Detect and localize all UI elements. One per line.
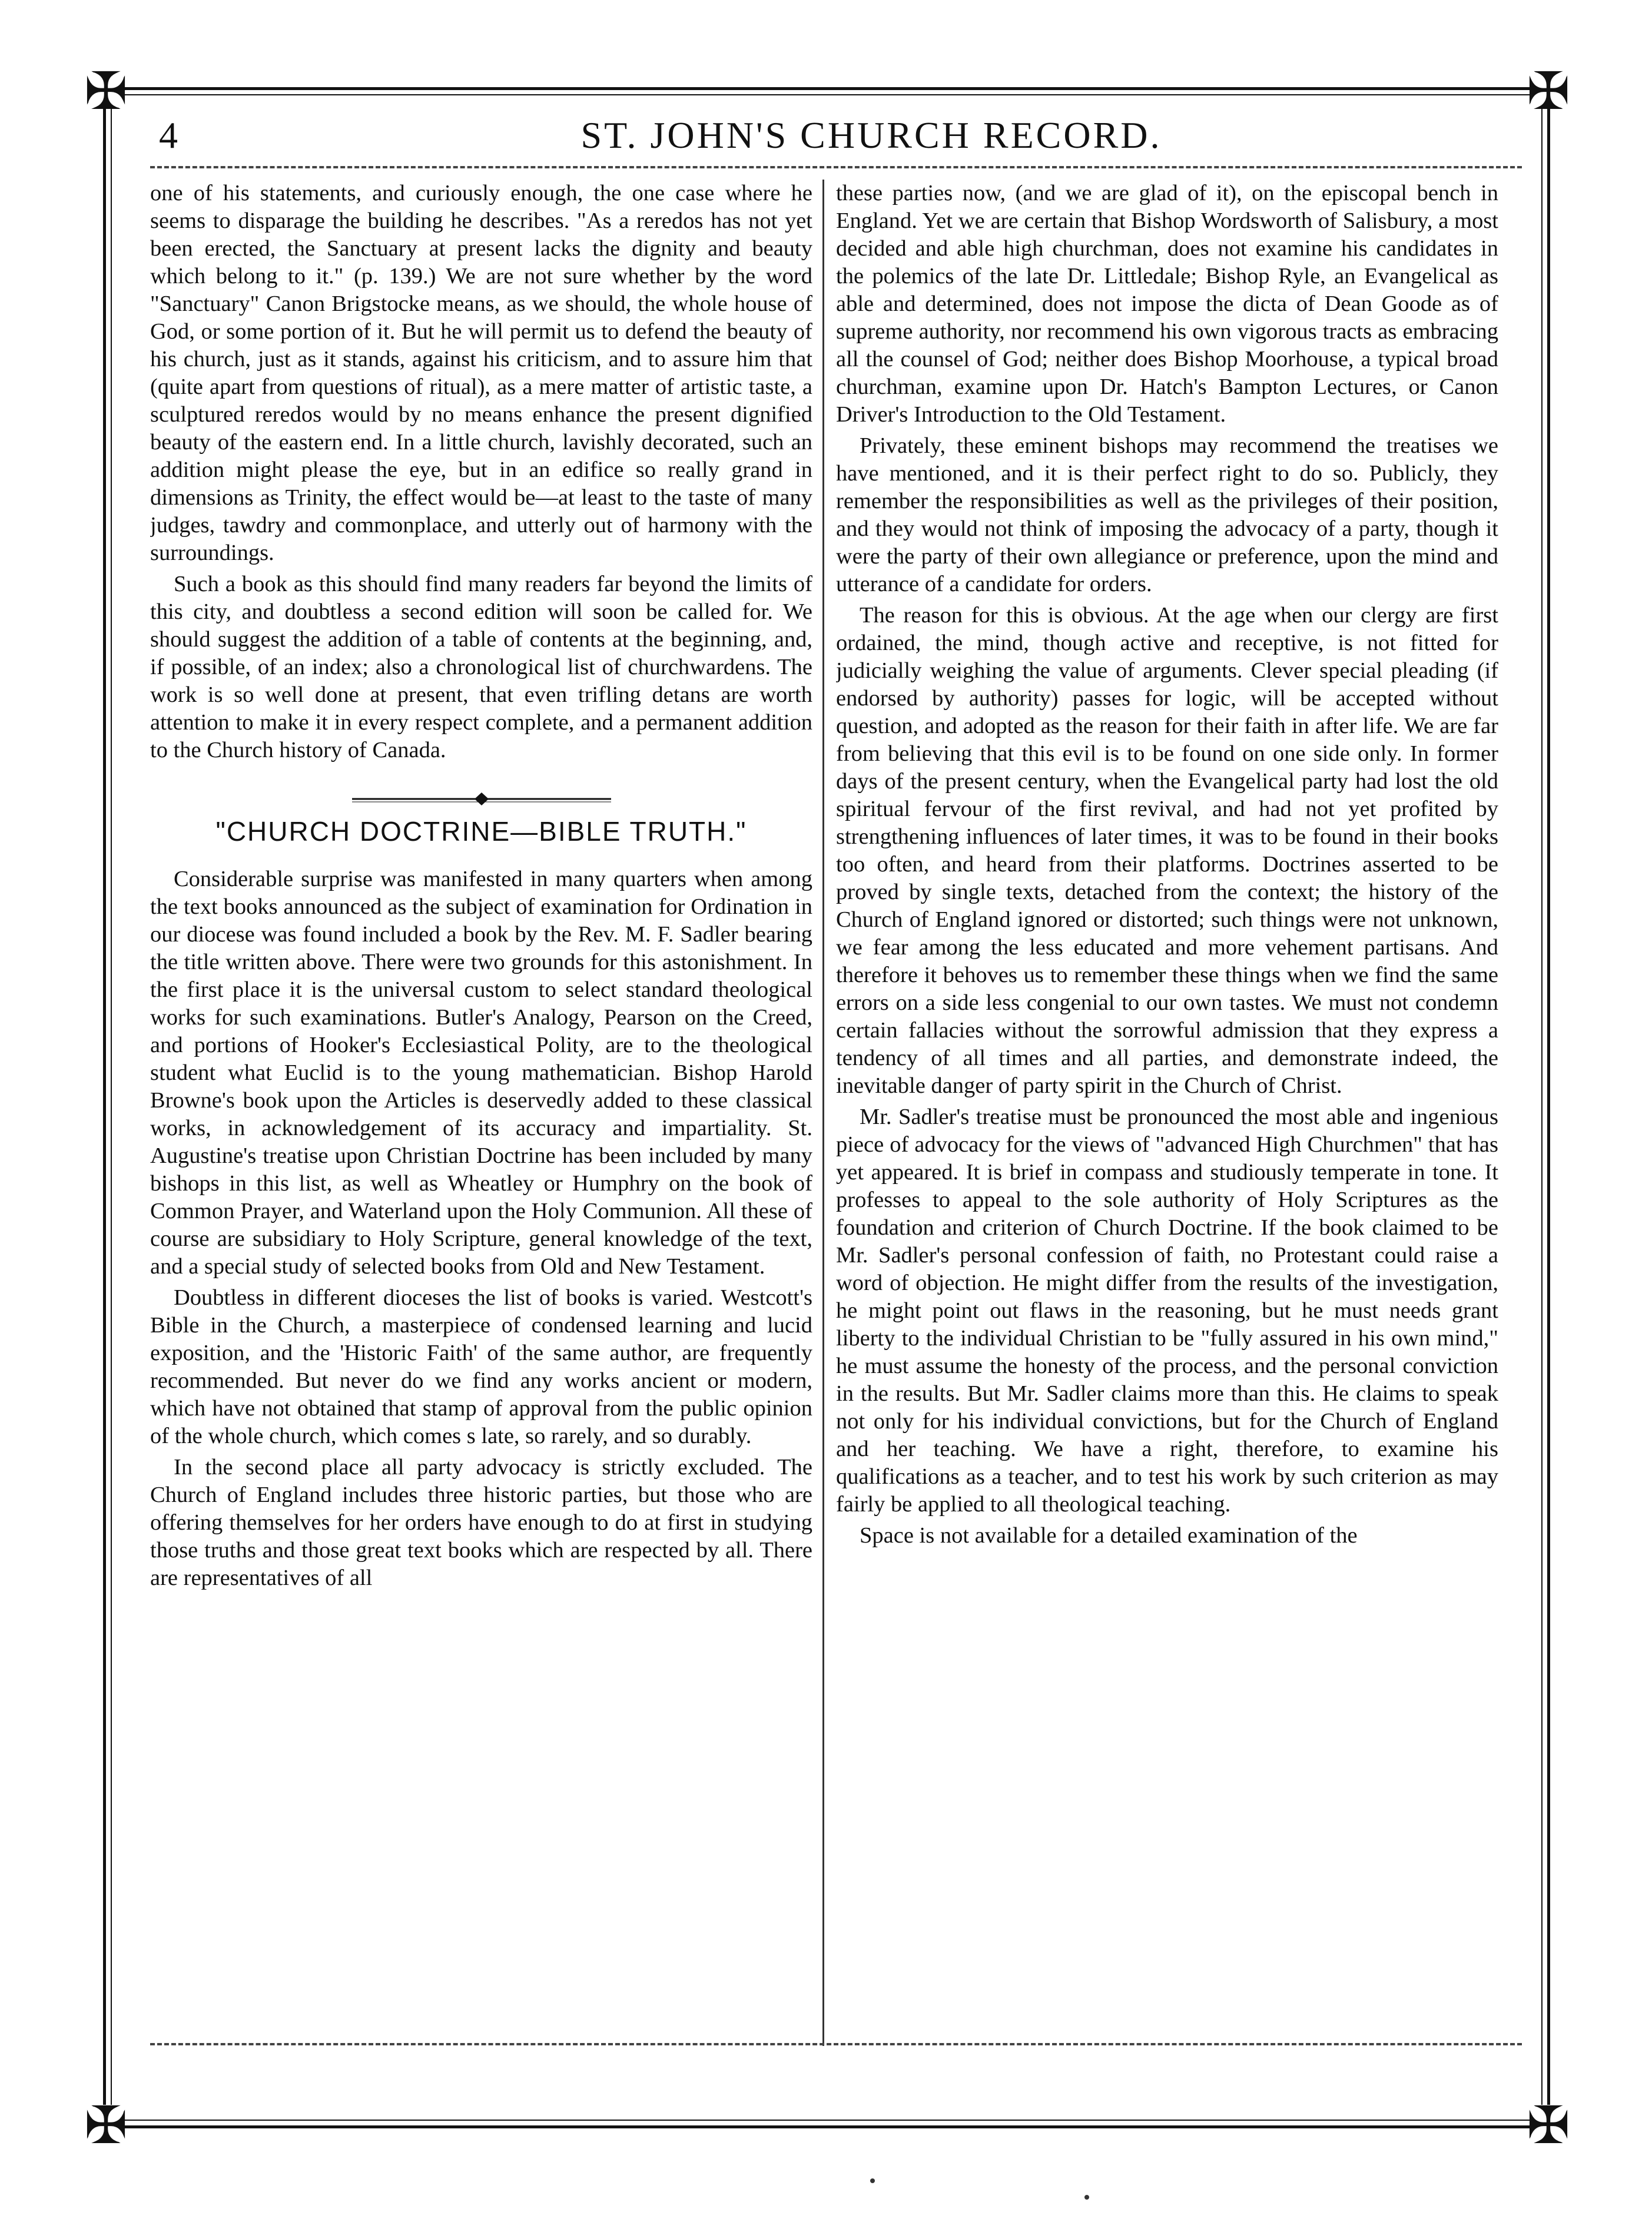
frame-right-rule-inner (1541, 109, 1542, 2105)
left-paragraph-2: Such a book as this should find many readers far beyond the limits of this city, and doubtless a second edition will soon be called for. We should suggest the addition of a table of contents at the beginning, and, if possible, of an index; also a chronological list of churchwardens. The work is so well done at present, that even trifling detans are worth attention to make it in every respect complete, and a permanent addition to the Church history of Canada. (150, 572, 812, 762)
right-paragraph-2: Privately, these eminent bishops may recommend the treatises we have mentioned, and it is their perfect right to do so. Publicly, they remember the responsibilities as well as the privileges of their position, and they would not think of imposing the advocacy of a party, though it were the party of their own allegiance or preference, upon the mind and utterance of a candidate for orders. (836, 433, 1498, 596)
left-column (150, 180, 812, 2034)
print-speck (1084, 2195, 1089, 2200)
frame-left-rule-inner (111, 109, 112, 2105)
frame-bottom-rule-inner (121, 2120, 1534, 2121)
left-paragraph-1: one of his statements, and curiously enough, the one case where he seems to disparage the building he describes. "As a reredos has not yet been erected, the Sanctuary at present lacks the dignity and beauty which belong to it." (p. 139.) We are not sure whether by the word "Sanctuary" Canon Brigstocke means, as we should, the whole house of God, or some portion of it. But he will permit us to defend the beauty of his church, just as it stands, against his criticism, and to assure him that (quite apart from questions of ritual), as a mere matter of artistic taste, a sculptured reredos would by no means enhance the present dignified beauty of the eastern end. In a little church, lavishly decorated, such an addition might please the eye, but in an edifice so really grand in dimensions as Trinity, the effect would be—at least to the taste of many judges, tawdry and commonplace, and utterly out of harmony with the surroundings. (150, 181, 812, 565)
frame-top-rule-inner (121, 94, 1534, 95)
frame-bottom-rule (121, 2125, 1534, 2128)
section-heading: "CHURCH DOCTRINE—BIBLE TRUTH." (215, 816, 747, 847)
page-number: 4 (159, 114, 178, 156)
running-title: ST. JOHN'S CHURCH RECORD. (580, 114, 1162, 156)
right-column (836, 180, 1498, 2034)
frame-top-rule (121, 87, 1534, 90)
corner-cross-icon: ✠ (84, 2095, 128, 2155)
corner-cross-icon: ✠ (84, 61, 128, 121)
left-paragraph-5: In the second place all party advocacy is strictly excluded. The Church of England includes three historic parties, but those who are offering themselves for her orders have enough to do at first in studying those truths and those great text books which are respected by all. There are representatives of all (150, 1455, 812, 1590)
frame-right-rule (1547, 109, 1550, 2105)
print-speck (870, 2178, 875, 2183)
right-paragraph-4: Mr. Sadler's treatise must be pronounced the most able and ingenious piece of advocacy for the views of "advanced High Churchmen" that has yet appeared. It is brief in compass and studiously temperate in tone. It professes to appeal to the sole authority of Holy Scriptures as the foundation and criterion of Church Doctrine. If the book claimed to be Mr. Sadler's personal confession of faith, no Protestant could raise a word of objection. He might differ from the results of the investigation, he might point out flaws in the reasoning, but he must needs grant liberty to the individual Christian to be "fully assured in his own mind," he must assume the honesty of the process, and the personal conviction in the results. But Mr. Sadler claims more than this. He claims to speak not only for his individual convictions, but for the Church of England and her teaching. We have a right, therefore, to examine his qualifications as a teacher, and to test his work by such criterion as may fairly be applied to all theological teaching. (836, 1105, 1498, 1517)
corner-cross-icon: ✠ (1527, 2095, 1570, 2155)
header-rule (150, 166, 1522, 168)
footer-rule (150, 2043, 1522, 2045)
left-paragraph-3: Considerable surprise was manifested in many quarters when among the text books announced as the subject of examination for Ordination in our diocese was found included a book by the Rev. M. F. Sadler bearing the title written above. There were two grounds for this astonishment. In the first place it is the universal custom to select standard theological works for such examinations. Butler's Analogy, Pearson on the Creed, and portions of Hooker's Ecclesiastical Polity, are to the theological student what Euclid is to the young mathematician. Bishop Harold Browne's book upon the Articles is deservedly added to these classical works, in acknowledgement of its accuracy and impartiality. St. Augustine's treatise upon Christian Doctrine has been included by many bishops in this list, as well as Wheatley or Humphry on the book of Common Prayer, and Waterland upon the Holy Communion. All these of course are subsidiary to Holy Scripture, general knowledge of the text, and a special study of selected books from Old and New Testament. (150, 867, 812, 1279)
left-paragraph-4: Doubtless in different dioceses the list of books is varied. Westcott's Bible in the Church, a masterpiece of condensed learning and lucid exposition, and the 'Historic Faith' of the same author, are frequently recommended. But never do we find any works ancient or modern, which have not obtained that stamp of approval from the public opinion of the whole church, which comes s late, so rarely, and so durably. (150, 1285, 812, 1448)
corner-cross-icon: ✠ (1527, 61, 1570, 121)
frame-left-rule (103, 109, 106, 2105)
right-paragraph-1: these parties now, (and we are glad of it), on the episcopal bench in England. Yet we are certain that Bishop Wordsworth of Salisbury, a most decided and able high churchman, does not examine his candidates in the polemics of the late Dr. Littledale; Bishop Ryle, an Evangelical as able and determined, does not impose the dicta of Dean Goode as of supreme authority, nor recommend his own vigorous tracts as embracing all the counsel of God; neither does Bishop Moorhouse, a typical broad churchman, examine upon Dr. Hatch's Bampton Lectures, or Canon Driver's Introduction to the Old Testament. (836, 181, 1498, 427)
section-divider-ornament (352, 791, 611, 807)
right-paragraph-5: Space is not available for a detailed examination of the (860, 1523, 1358, 1548)
column-divider (822, 180, 824, 2046)
right-paragraph-3: The reason for this is obvious. At the age when our clergy are first ordained, the mind, though active and receptive, is not fitted for judicially weighing the value of arguments. Clever special pleading (if endorsed by authority) passes for logic, will be accepted without question, and adopted as the reason for their faith in after life. We are far from believing that this evil is to be found on one side only. In former days of the present century, when the Evangelical party had lost the old spiritual fervour of the first revival, and had not yet profited by strengthening influences of later times, it was to be found in their books too often, and heard from their platforms. Doctrines asserted to be proved by single texts, detached from the context; the history of the Church of England ignored or distorted; such things were not unknown, we fear among the less educated and more vehement partisans. And therefore it behoves us to remember these things when we find the same errors on a side less congenial to our own tastes. We must not condemn certain fallacies without the sorrowful admission that they express a tendency of all times and all parties, and demonstrate indeed, the inevitable danger of party spirit in the Church of Christ. (836, 603, 1498, 1098)
